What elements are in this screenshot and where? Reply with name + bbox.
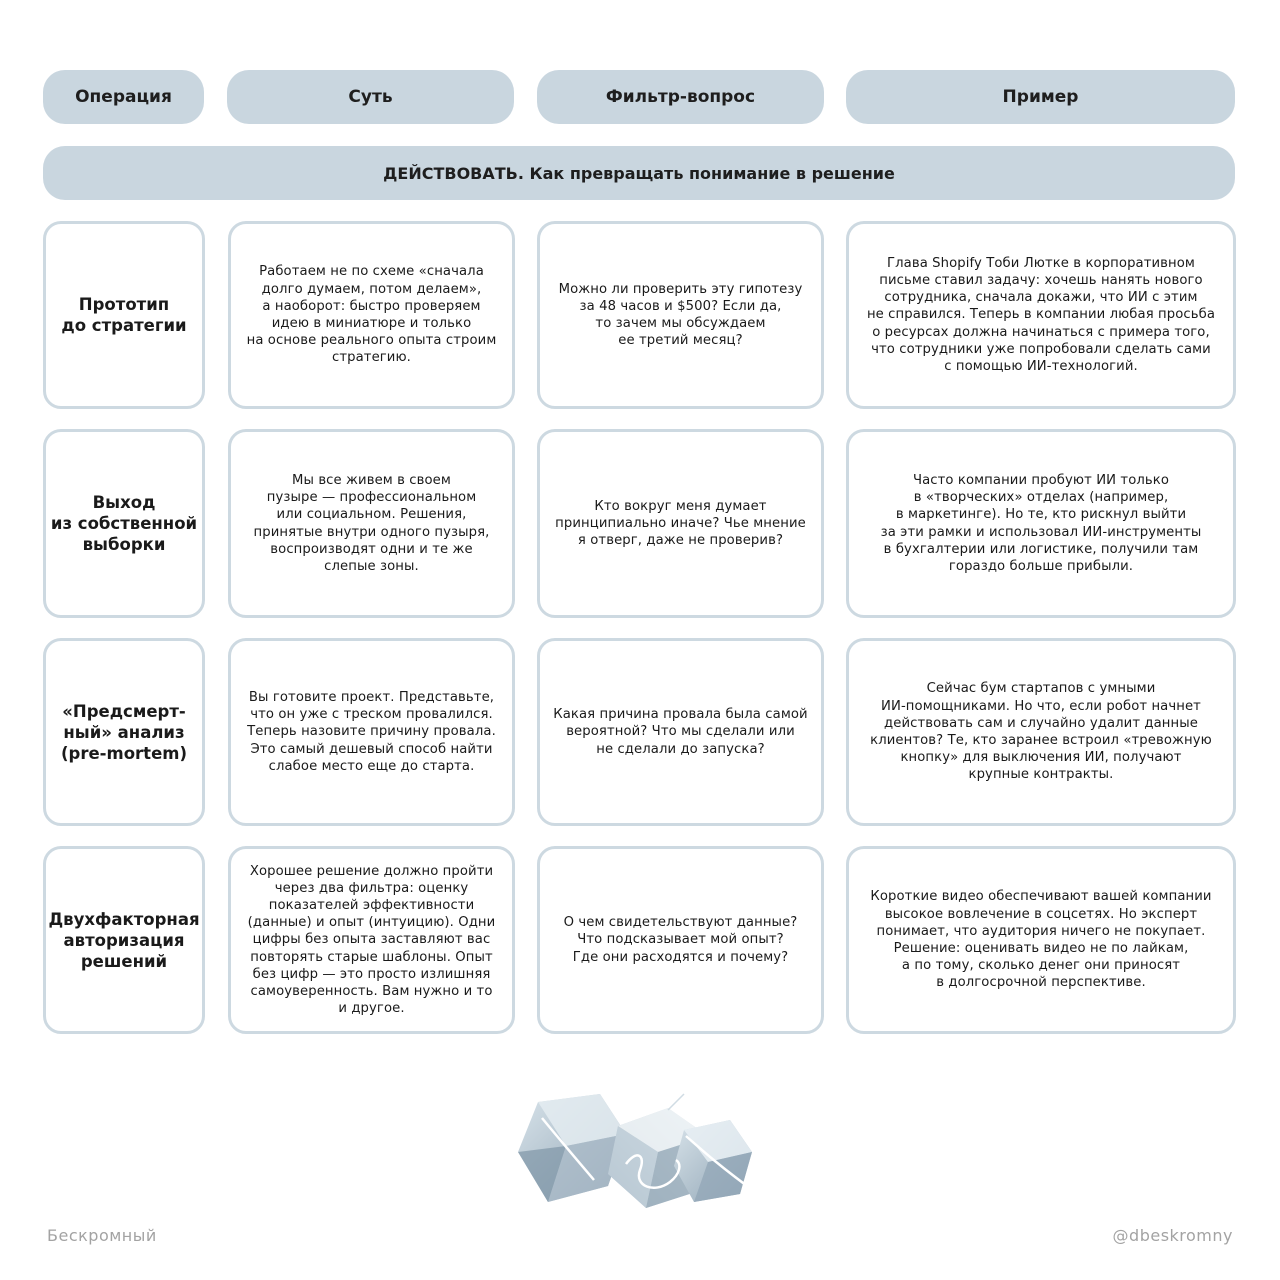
row-4-essence: Хорошее решение должно пройти через два фильтра: оценку показателей эффективности (данные) и опыт (интуицию). Одни цифры без опыта заставляют вас повторять старые шаблоны. Опыт без цифр — это просто излишняя самоуверенность. Вам нужно и то и другое. (228, 846, 515, 1034)
row-2-operation: Выход из собственной выборки (43, 429, 205, 618)
column-header-essence: Суть (227, 70, 514, 124)
brand-footer: Бескромный (47, 1226, 157, 1245)
handle-footer: @dbeskromny (1112, 1226, 1233, 1245)
row-2-essence: Мы все живем в своем пузыре — профессиональном или социальном. Решения, принятые внутри одного пузыря, воспроизводят одни и те же слепые зоны. (228, 429, 515, 618)
row-1-filter-question: Можно ли проверить эту гипотезу за 48 часов и $500? Если да, то зачем мы обсуждаем ее третий месяц? (537, 221, 824, 409)
ice-cubes-icon (508, 1090, 768, 1220)
row-1-example: Глава Shopify Тоби Лютке в корпоративном письме ставил задачу: хочешь нанять нового сотрудника, сначала докажи, что ИИ с этим не справился. Теперь в компании любая просьба о ресурсах должна начинаться с примера того, что сотрудники уже попробовали сделать сами с помощью ИИ-технологий. (846, 221, 1236, 409)
row-2-filter-question: Кто вокруг меня думает принципиально иначе? Чье мнение я отверг, даже не проверив? (537, 429, 824, 618)
row-3-essence: Вы готовите проект. Представьте, что он уже с треском провалился. Теперь назовите причину провала. Это самый дешевый способ найти слабое место еще до старта. (228, 638, 515, 826)
row-4-filter-question: О чем свидетельствуют данные? Что подсказывает мой опыт? Где они расходятся и почему? (537, 846, 824, 1034)
row-3-example: Сейчас бум стартапов с умными ИИ-помощниками. Но что, если робот начнет действовать сам и случайно удалит данные клиентов? Те, кто заранее встроил «тревожную кнопку» для выключения ИИ, получают крупные контракты. (846, 638, 1236, 826)
row-3-operation: «Предсмерт- ный» анализ (pre-mortem) (43, 638, 205, 826)
section-title: ДЕЙСТВОВАТЬ. Как превращать понимание в решение (43, 146, 1235, 200)
row-1-operation: Прототип до стратегии (43, 221, 205, 409)
column-header-example: Пример (846, 70, 1235, 124)
column-header-filter-question: Фильтр-вопрос (537, 70, 824, 124)
row-2-example: Часто компании пробуют ИИ только в «творческих» отделах (например, в маркетинге). Но те, кто рискнул выйти за эти рамки и использовал ИИ-инструменты в бухгалтерии или логистике, получили там гораздо больше прибыли. (846, 429, 1236, 618)
row-4-operation: Двухфакторная авторизация решений (43, 846, 205, 1034)
row-4-example: Короткие видео обеспечивают вашей компании высокое вовлечение в соцсетях. Но эксперт понимает, что аудитория ничего не покупает. Решение: оценивать видео не по лайкам, а по тому, сколько денег они приносят в долгосрочной перспективе. (846, 846, 1236, 1034)
row-1-essence: Работаем не по схеме «сначала долго думаем, потом делаем», а наоборот: быстро проверяем идею в миниатюре и только на основе реального опыта строим стратегию. (228, 221, 515, 409)
row-3-filter-question: Какая причина провала была самой вероятной? Что мы сделали или не сделали до запуска? (537, 638, 824, 826)
column-header-operation: Операция (43, 70, 204, 124)
